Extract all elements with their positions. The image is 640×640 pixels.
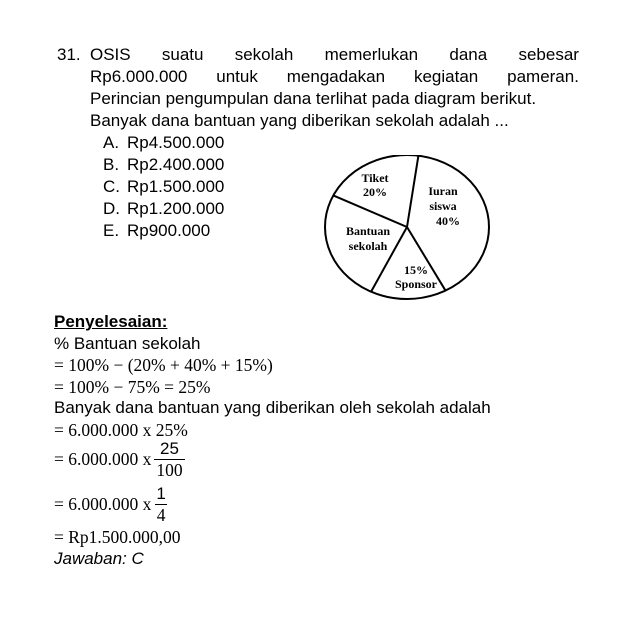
option-text: Rp1.200.000 <box>127 199 225 218</box>
question-word: untuk <box>216 67 258 86</box>
solution-step-3: = 100% − 75% = 25% <box>54 377 211 397</box>
option-letter: E. <box>103 221 120 240</box>
question-word: sebesar <box>518 45 579 64</box>
fraction-denominator: 4 <box>156 505 166 525</box>
question-line-3: Perincian pengumpulan dana terlihat pada diagram berikut. <box>90 89 537 108</box>
option-letter: C. <box>103 177 120 196</box>
fraction <box>154 485 167 525</box>
option-c <box>103 177 224 197</box>
question-line-2 <box>90 67 579 87</box>
question-line-4: Banyak dana bantuan yang diberikan sekolah adalah ... <box>90 111 509 130</box>
option-text: Rp4.500.000 <box>127 133 225 152</box>
solution-step-7 <box>54 485 168 525</box>
pie-slice-label: 40% <box>436 214 460 228</box>
option-b <box>103 155 224 175</box>
pie-slice-label: Tiket <box>361 171 389 185</box>
pie-slice-label: sekolah <box>348 239 388 253</box>
question-word: dana <box>449 45 488 64</box>
question-number: 31. <box>57 45 81 64</box>
pie-chart <box>320 155 495 300</box>
question-word: mengadakan <box>286 67 386 86</box>
question-word: OSIS <box>90 45 131 64</box>
solution-step-5: = 6.000.000 x 25% <box>54 420 188 440</box>
pie-slice-label: Bantuan <box>345 224 391 238</box>
pie-slice-label: Iuran <box>428 184 458 198</box>
solution-step-2: = 100% − (20% + 40% + 15%) <box>54 355 273 375</box>
step-6-prefix: = 6.000.000 x <box>54 449 152 470</box>
option-d <box>103 199 224 219</box>
pie-slice-label: Sponsor <box>394 277 438 291</box>
pie-slice-label: 15% <box>404 263 428 277</box>
option-e <box>103 221 210 241</box>
question-word: memerlukan <box>324 45 419 64</box>
question-word: kegiatan <box>413 67 479 86</box>
question-line-1 <box>90 45 579 65</box>
question-word: pameran. <box>507 67 579 86</box>
solution-step-6 <box>54 440 185 480</box>
solution-step-1: % Bantuan sekolah <box>54 334 201 353</box>
option-letter: D. <box>103 199 120 218</box>
solution-title: Penyelesaian: <box>54 312 168 331</box>
fraction-numerator: 25 <box>160 439 179 458</box>
step-7-prefix: = 6.000.000 x <box>54 494 152 515</box>
answer: Jawaban: C <box>54 549 144 568</box>
fraction-numerator: 1 <box>156 484 166 503</box>
pie-slice-label: siswa <box>429 199 457 213</box>
option-text: Rp1.500.000 <box>127 177 225 196</box>
solution-step-4: Banyak dana bantuan yang diberikan oleh sekolah adalah <box>54 398 491 417</box>
pie-slice-label: 20% <box>363 185 387 199</box>
option-a <box>103 133 224 153</box>
option-letter: B. <box>103 155 120 174</box>
option-text: Rp900.000 <box>127 221 211 240</box>
question-word: suatu <box>161 45 204 64</box>
fraction-denominator: 100 <box>156 460 183 480</box>
option-letter: A. <box>103 133 120 152</box>
solution-step-8: = Rp1.500.000,00 <box>54 527 181 547</box>
question-word: sekolah <box>234 45 294 64</box>
fraction <box>154 440 184 480</box>
option-text: Rp2.400.000 <box>127 155 225 174</box>
question-word: Rp6.000.000 <box>90 67 188 86</box>
